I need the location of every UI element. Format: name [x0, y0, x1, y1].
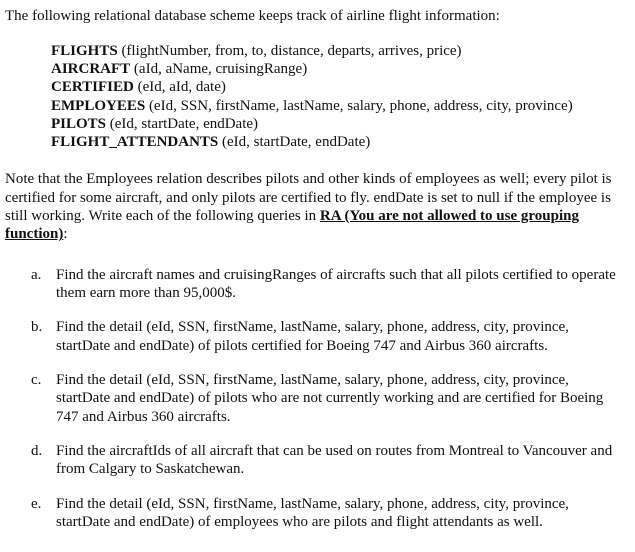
note-text: Note that the Employees relation describes pilots and other kinds of employees as well; every pilot is certified for some aircraft, and only pilots are certified to fly. endDate is set to null if the employee is still working. Write each of the following queries in — [5, 171, 612, 225]
schema-pilots — [51, 115, 630, 133]
relation-attributes: (eId, SSN, firstName, lastName, salary, phone, address, city, province) — [145, 97, 573, 114]
ra-requirement: RA (You are not allowed to use grouping function) — [5, 208, 579, 243]
question-text: Find the detail (eId, SSN, firstName, lastName, salary, phone, address, city, province, startDate and endDate) of pilots who are not currently working and are certified for Boeing 747 and Airbus 360 aircrafts. — [56, 372, 604, 425]
question-item-e — [5, 495, 624, 532]
relation-attributes: (eId, startDate, endDate) — [106, 115, 259, 132]
question-list — [5, 266, 630, 531]
question-item-b — [5, 318, 624, 355]
schema-flight-attendants — [51, 133, 630, 151]
question-letter: c. — [31, 372, 42, 389]
question-text: Find the detail (eId, SSN, firstName, lastName, salary, phone, address, city, province, startDate and endDate) of pilots certified for Boeing 747 and Airbus 360 aircrafts. — [56, 319, 569, 354]
relation-name: EMPLOYEES — [51, 97, 146, 114]
question-letter: d. — [31, 442, 43, 459]
relation-attributes: (eId, startDate, endDate) — [218, 134, 371, 151]
relation-attributes: (flightNumber, from, to, distance, departs, arrives, price) — [117, 43, 462, 59]
schema-list — [51, 42, 630, 151]
question-letter: a. — [31, 266, 42, 283]
schema-flights — [51, 42, 630, 60]
question-letter: e. — [31, 495, 42, 512]
note-suffix: : — [63, 226, 68, 243]
question-item-d — [5, 442, 624, 479]
relation-name: FLIGHTS — [51, 43, 118, 59]
document-page — [5, 7, 630, 547]
relation-attributes: (eId, aId, date) — [133, 79, 226, 96]
relation-name: CERTIFIED — [51, 79, 134, 96]
relation-name: PILOTS — [51, 115, 107, 132]
question-text: Find the detail (eId, SSN, firstName, lastName, salary, phone, address, city, province, startDate and endDate) of employees who are pilots and flight attendants as well. — [56, 495, 569, 530]
question-item-a — [5, 266, 624, 303]
schema-employees — [51, 97, 630, 115]
question-item-c — [5, 371, 624, 426]
schema-aircraft — [51, 60, 630, 78]
relation-name: FLIGHT_ATTENDANTS — [51, 134, 219, 151]
intro-paragraph: The following relational database scheme keeps track of airline flight information: — [5, 8, 500, 24]
schema-certified — [51, 78, 630, 96]
question-text: Find the aircraftIds of all aircraft that can be used on routes from Montreal to Vancouver and from Calgary to Saskatchewan. — [56, 442, 613, 478]
relation-name: AIRCRAFT — [51, 61, 131, 78]
relation-attributes: (aId, aName, cruisingRange) — [130, 61, 308, 78]
question-text: Find the aircraft names and cruisingRanges of aircrafts such that all pilots certified to operate them earn more than 95,000$. — [56, 266, 616, 302]
question-letter: b. — [31, 319, 43, 336]
note-paragraph — [5, 170, 617, 244]
